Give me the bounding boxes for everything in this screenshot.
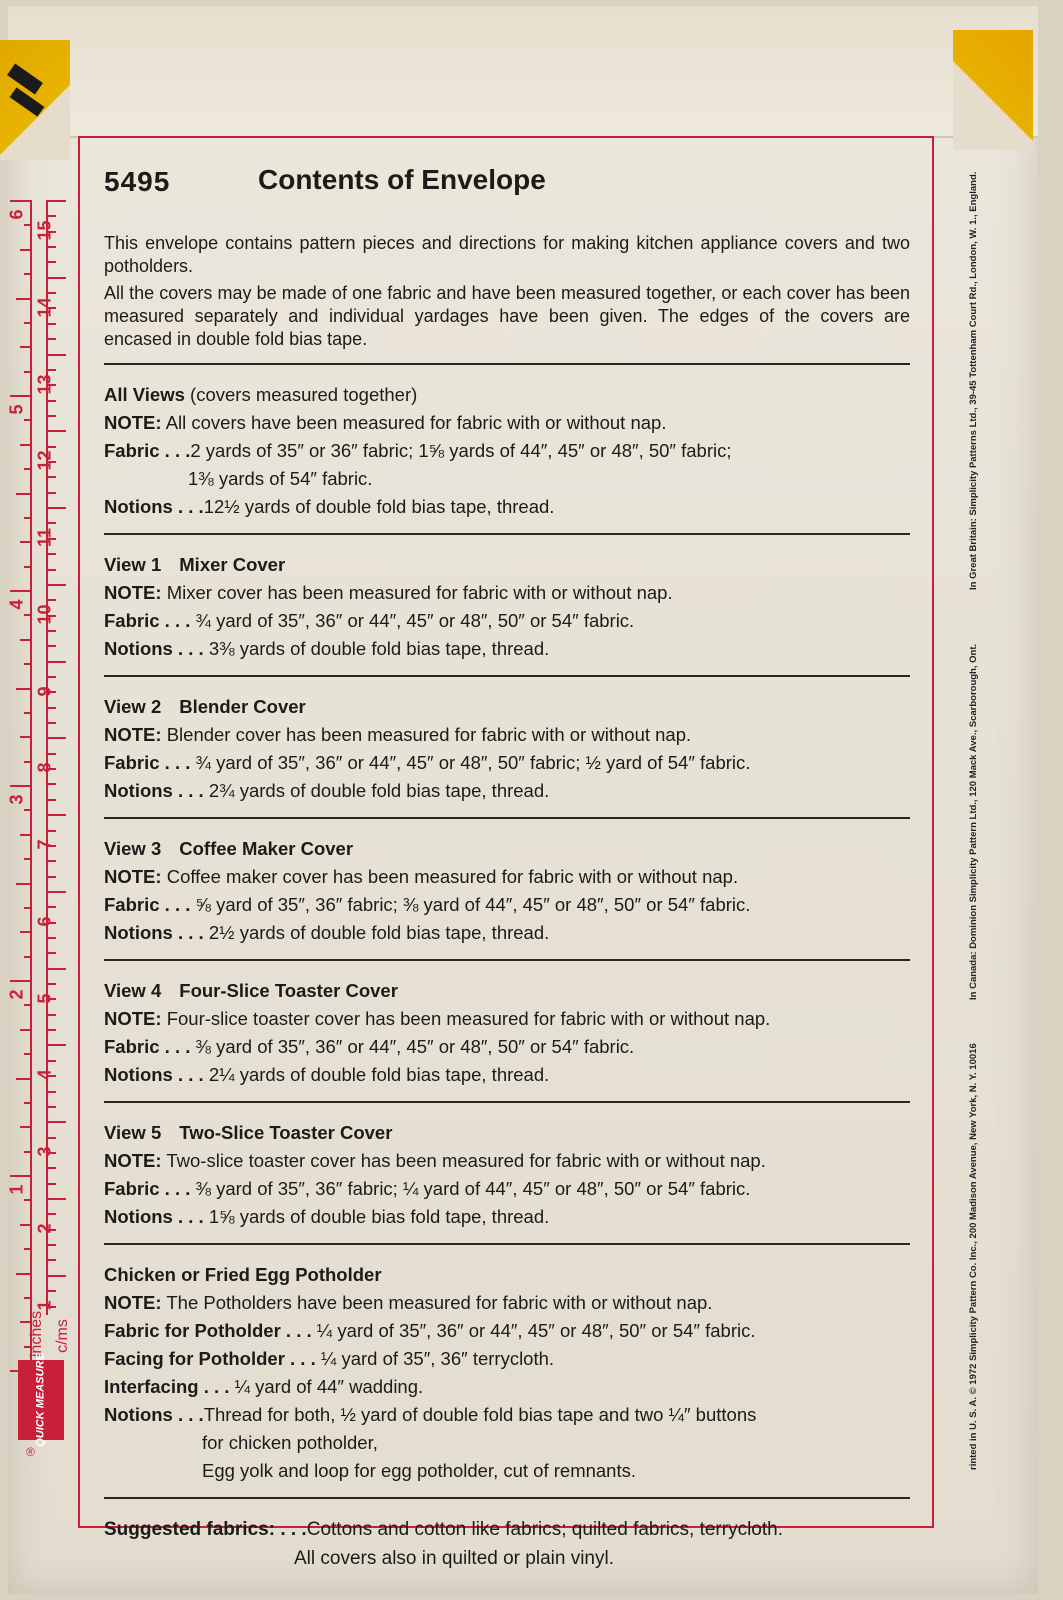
ruler-inch-tick [16, 688, 30, 690]
notions-label: Notions . . . [104, 780, 204, 801]
note-line [104, 1147, 910, 1175]
ruler-cm-tick [48, 584, 66, 586]
note-text: Coffee maker cover has been measured for fabric with or without nap. [166, 866, 739, 887]
interfacing-text: ¼ yard of 44″ wadding. [234, 1376, 424, 1397]
ruler-cm-tick [48, 1029, 56, 1031]
note-text: Two-slice toaster cover has been measured for fabric with or without nap. [166, 1150, 766, 1171]
ruler-cm-label: 9 [34, 686, 55, 697]
envelope-corner-right [953, 30, 1033, 150]
notions-line [104, 1061, 910, 1089]
contents-panel [104, 160, 910, 1573]
ruler-inch-tick [20, 1126, 30, 1128]
ruler-cm-tick [48, 737, 66, 739]
ruler-inch-tick [24, 1248, 30, 1250]
ruler-cm-tick [48, 1244, 56, 1246]
ruler-inch-tick [24, 322, 30, 324]
ruler-cm-tick [48, 783, 56, 785]
section-suggested-fabrics [104, 1515, 910, 1573]
fabric-line [104, 1317, 910, 1345]
fabric-line [104, 749, 910, 777]
ruler-inch-tick [24, 273, 30, 275]
interfacing-label: Interfacing . . . [104, 1376, 230, 1397]
note-text: Mixer cover has been measured for fabric with or without nap. [166, 582, 673, 603]
fabric-text: ⅜ yard of 35″, 36″ fabric; ¼ yard of 44″, 45″ or 48″, 50″ or 54″ fabric. [195, 1178, 751, 1199]
note-line [104, 863, 910, 891]
ruler-cm-tick [48, 1044, 66, 1046]
ruler-cm-label: 3 [34, 1146, 55, 1157]
fabric-label: Fabric . . . [104, 1036, 191, 1057]
ruler-cm-tick [48, 338, 56, 340]
ruler-inch-scale [10, 200, 32, 1440]
envelope-flap [8, 6, 1038, 138]
ruler-cm-label: 2 [34, 1223, 55, 1234]
fabric-text: ¼ yard of 35″, 36″ or 44″, 45″ or 48″, 50″ or 54″ fabric. [316, 1320, 756, 1341]
section-view-5 [104, 1119, 910, 1231]
fabric-label: Fabric . . . [104, 894, 191, 915]
notions-text: Thread for both, ½ yard of double fold bias tape and two ¼″ buttons [203, 1404, 757, 1425]
ruler-cm-tick [48, 569, 56, 571]
ruler-cm-tick [48, 553, 56, 555]
ruler-cm-tick [48, 354, 66, 356]
ruler-cm-tick [48, 507, 66, 509]
fabric-text: ¾ yard of 35″, 36″ or 44″, 45″ or 48″, 50″ fabric; ½ yard of 54″ fabric. [195, 752, 751, 773]
divider [104, 1243, 910, 1245]
intro [104, 232, 910, 351]
view-number: View 3 [104, 838, 162, 859]
ruler-cm-label: 1 [34, 1300, 55, 1311]
section-heading [104, 551, 910, 579]
ruler-inch-tick [24, 956, 30, 958]
fabric-line [104, 437, 910, 465]
fabric-line [104, 891, 910, 919]
ruler-inch-tick [20, 1029, 30, 1031]
suggested-line [104, 1515, 910, 1544]
pattern-number: 5495 [104, 166, 171, 197]
notions-text: 1⅝ yards of double bias fold tape, thread. [208, 1206, 550, 1227]
ruler-cm-tick [48, 891, 66, 893]
page-title: Contents of Envelope [258, 164, 546, 195]
divider [104, 1101, 910, 1103]
ruler-cm-tick [48, 400, 56, 402]
suggested-line-cont: All covers also in quilted or plain vinyl. [294, 1548, 614, 1569]
ruler-cm-tick [48, 1091, 56, 1093]
ruler-inch-label: 3 [6, 794, 27, 805]
ruler-cm-tick [48, 876, 56, 878]
ruler-inch-label: 4 [6, 599, 27, 610]
notions-line [104, 1203, 910, 1231]
ruler-cm-tick [48, 860, 56, 862]
ruler-cm-tick [48, 200, 66, 202]
notions-text: 3⅜ yards of double fold bias tape, thread. [208, 638, 550, 659]
ruler-cm-tick [48, 1121, 66, 1123]
ruler-inch-tick [16, 493, 30, 495]
ruler-cm-tick [48, 1106, 56, 1108]
ruler-inch-tick [24, 712, 30, 714]
ruler-inch-label: 1 [6, 1184, 27, 1195]
ruler-cm-tick [48, 722, 56, 724]
ruler-cm-tick [48, 630, 56, 632]
facing-label: Facing for Potholder . . . [104, 1348, 316, 1369]
fabric-label: Fabric . . . [104, 752, 191, 773]
ruler-cm-tick [48, 1014, 56, 1016]
divider [104, 817, 910, 819]
notions-label: Notions . . . [104, 922, 204, 943]
ruler-cm-tick [48, 492, 56, 494]
publisher-info-canada: In Canada: Dominion Simplicity Pattern Ltd., 120 Mack Ave., Scarborough, Ont. [968, 643, 979, 1000]
section-view-2 [104, 693, 910, 805]
notions-text: 12½ yards of double fold bias tape, thread. [203, 496, 555, 517]
ruler-cm-label: 5 [34, 993, 55, 1004]
note-label: NOTE: [104, 866, 162, 887]
ruler-cm-tick [48, 1259, 56, 1261]
ruler-inch-label: 5 [6, 404, 27, 415]
divider [104, 363, 910, 365]
fabric-text: ¾ yard of 35″, 36″ or 44″, 45″ or 48″, 50″ or 54″ fabric. [195, 610, 635, 631]
ruler-cm-tick [48, 645, 56, 647]
section-subtitle: (covers measured together) [190, 384, 418, 405]
ruler-cm-tick [48, 430, 66, 432]
ruler-cm-tick [48, 661, 66, 663]
ruler-inch-tick [16, 1273, 30, 1275]
section-view-4 [104, 977, 910, 1089]
fabric-label: Fabric for Potholder . . . [104, 1320, 312, 1341]
fabric-line [104, 1033, 910, 1061]
section-title: All Views [104, 384, 185, 405]
quick-measure-label: QUICK MEASURE [34, 1353, 47, 1447]
view-number: View 5 [104, 1122, 162, 1143]
ruler-units-cm: c/ms [53, 1319, 71, 1353]
ruler-cm-tick [48, 799, 56, 801]
notions-line [104, 493, 910, 521]
ruler-inch-tick [24, 517, 30, 519]
ruler-inch-tick [24, 371, 30, 373]
notions-line-cont: for chicken potholder, [202, 1432, 378, 1453]
fabric-text: ⅝ yard of 35″, 36″ fabric; ⅜ yard of 44″, 45″ or 48″, 50″ or 54″ fabric. [195, 894, 751, 915]
ruler-inch-tick [24, 1151, 30, 1153]
view-number: View 1 [104, 554, 162, 575]
ruler-cm-label: 10 [34, 604, 55, 625]
ruler-cm-tick [48, 968, 66, 970]
ruler-inch-tick [24, 1102, 30, 1104]
ruler-inch-tick [20, 834, 30, 836]
publisher-info-us: rinted in U. S. A. © 1972 Simplicity Pattern Co. Inc., 200 Madison Avenue, New York, N. Y. 10016 [968, 1043, 979, 1470]
interfacing-line [104, 1373, 910, 1401]
ruler-inch-label: 6 [6, 209, 27, 220]
note-line [104, 721, 910, 749]
divider [104, 959, 910, 961]
ruler-cm-label: 7 [34, 839, 55, 850]
divider [104, 533, 910, 535]
fabric-label: Fabric . . . [104, 610, 191, 631]
view-name: Two-Slice Toaster Cover [179, 1122, 393, 1143]
ruler-inch-tick [16, 298, 30, 300]
note-label: NOTE: [104, 724, 162, 745]
note-label: NOTE: [104, 1292, 162, 1313]
note-label: NOTE: [104, 582, 162, 603]
notions-label: Notions . . . [104, 1404, 204, 1425]
ruler-cm-label: 6 [34, 916, 55, 927]
section-view-3 [104, 835, 910, 947]
view-name: Coffee Maker Cover [179, 838, 354, 859]
ruler-inch-tick [20, 736, 30, 738]
ruler-cm-tick [48, 246, 56, 248]
note-text: The Potholders have been measured for fabric with or without nap. [166, 1292, 713, 1313]
note-text: Blender cover has been measured for fabric with or without nap. [166, 724, 692, 745]
notions-text: 2½ yards of double fold bias tape, thread. [208, 922, 550, 943]
ruler-cm-tick [48, 323, 56, 325]
ruler-inch-tick [16, 883, 30, 885]
suggested-text: Cottons and cotton like fabrics; quilted fabrics, terrycloth. [306, 1519, 783, 1540]
note-text: Four-slice toaster cover has been measured for fabric with or without nap. [166, 1008, 771, 1029]
ruler-cm-tick [48, 952, 56, 954]
ruler-cm-tick [48, 1167, 56, 1169]
facing-text: ¼ yard of 35″, 36″ terrycloth. [320, 1348, 555, 1369]
ruler-inch-tick [20, 444, 30, 446]
quick-measure-badge [18, 1353, 64, 1447]
ruler-inch-tick [24, 858, 30, 860]
ruler-inch-tick [24, 663, 30, 665]
suggested-label: Suggested fabrics: . . . [104, 1519, 307, 1540]
ruler-cm-tick [48, 937, 56, 939]
notions-line [104, 919, 910, 947]
ruler-inch-tick [24, 907, 30, 909]
ruler-cm-label: 4 [34, 1069, 55, 1080]
ruler-cm-tick [48, 814, 66, 816]
notions-line [104, 777, 910, 805]
header [104, 160, 910, 208]
notions-text: 2¼ yards of double fold bias tape, thread. [208, 1064, 550, 1085]
view-number: View 2 [104, 696, 162, 717]
ruler-inch-tick [20, 639, 30, 641]
note-label: NOTE: [104, 412, 162, 433]
section-view-1 [104, 551, 910, 663]
ruler-cm-tick [48, 1183, 56, 1185]
fabric-line [104, 1175, 910, 1203]
intro-paragraph: This envelope contains pattern pieces and directions for making kitchen appliance covers and two potholders. [104, 233, 910, 276]
ruler-cm-tick [48, 707, 56, 709]
notions-line-cont: Egg yolk and loop for egg potholder, cut of remnants. [202, 1460, 637, 1481]
view-number: View 4 [104, 980, 162, 1001]
publisher-info-britain: In Great Britain: Simplicity Patterns Ltd., 39-45 Tottenham Court Rd., London, W. 1., England. [968, 171, 979, 590]
ruler-inch-tick [24, 468, 30, 470]
note-line [104, 409, 910, 437]
section-heading [104, 693, 910, 721]
note-line [104, 1289, 910, 1317]
ruler-cm-label: 12 [34, 450, 55, 471]
ruler-cm-label: 8 [34, 762, 55, 773]
notions-line [104, 635, 910, 663]
section-heading [104, 835, 910, 863]
view-name: Mixer Cover [179, 554, 286, 575]
ruler-inch-tick [20, 249, 30, 251]
notions-label: Notions . . . [104, 1206, 204, 1227]
ruler-units-inches: inches [28, 1310, 46, 1358]
note-line [104, 1005, 910, 1033]
divider [104, 1497, 910, 1499]
view-name: Four-Slice Toaster Cover [179, 980, 398, 1001]
note-label: NOTE: [104, 1008, 162, 1029]
publisher-info [962, 170, 1002, 1470]
ruler-cm-tick [48, 1198, 66, 1200]
note-label: NOTE: [104, 1150, 162, 1171]
facing-line [104, 1345, 910, 1373]
ruler-inch-tick [20, 346, 30, 348]
fabric-line [104, 607, 910, 635]
fabric-label: Fabric . . . [104, 440, 191, 461]
ruler-inch-tick [24, 761, 30, 763]
quick-measure-ruler [6, 200, 68, 1460]
view-name: Blender Cover [179, 696, 306, 717]
ruler-cm-label: 15 [34, 220, 55, 241]
ruler-inch-tick [16, 1078, 30, 1080]
fabric-text: ⅜ yard of 35″, 36″ or 44″, 45″ or 48″, 50″ or 54″ fabric. [195, 1036, 635, 1057]
fabric-label: Fabric . . . [104, 1178, 191, 1199]
ruler-inch-tick [20, 1224, 30, 1226]
ruler-inch-tick [24, 1297, 30, 1299]
section-heading [104, 381, 910, 409]
ruler-cm-tick [48, 277, 66, 279]
intro-paragraph: All the covers may be made of one fabric and have been measured together, or each cover has been measured separately and individual yardages have been given. The edges of the covers are encased in double fold bias tape. [104, 283, 910, 349]
ruler-cm-label: 11 [34, 528, 55, 548]
ruler-inch-label: 2 [6, 989, 27, 1000]
ruler-inch-tick [24, 566, 30, 568]
fabric-line-cont: 1⅜ yards of 54″ fabric. [188, 468, 373, 489]
notions-text: 2¾ yards of double fold bias tape, thread. [208, 780, 550, 801]
ruler-cm-tick [48, 1275, 66, 1277]
ruler-inch-tick [24, 1053, 30, 1055]
section-heading [104, 1119, 910, 1147]
note-line [104, 579, 910, 607]
note-text: All covers have been measured for fabric with or without nap. [165, 412, 667, 433]
notions-label: Notions . . . [104, 638, 204, 659]
notions-line [104, 1401, 910, 1429]
section-all-views [104, 381, 910, 521]
ruler-cm-tick [48, 476, 56, 478]
notions-label: Notions . . . [104, 1064, 204, 1085]
ruler-cm-label: 14 [34, 297, 55, 318]
ruler-cm-label: 13 [34, 374, 55, 395]
ruler-inch-tick [20, 931, 30, 933]
ruler-cm-tick [48, 415, 56, 417]
ruler-cm-tick [48, 261, 56, 263]
ruler-inch-tick [20, 541, 30, 543]
section-heading [104, 977, 910, 1005]
divider [104, 675, 910, 677]
section-title: Chicken or Fried Egg Potholder [104, 1264, 382, 1285]
fabric-text: 2 yards of 35″ or 36″ fabric; 1⅝ yards of 44″, 45″ or 48″, 50″ fabric; [190, 440, 732, 461]
section-potholder [104, 1261, 910, 1485]
registered-mark: ® [26, 1445, 35, 1459]
notions-label: Notions . . . [104, 496, 204, 517]
